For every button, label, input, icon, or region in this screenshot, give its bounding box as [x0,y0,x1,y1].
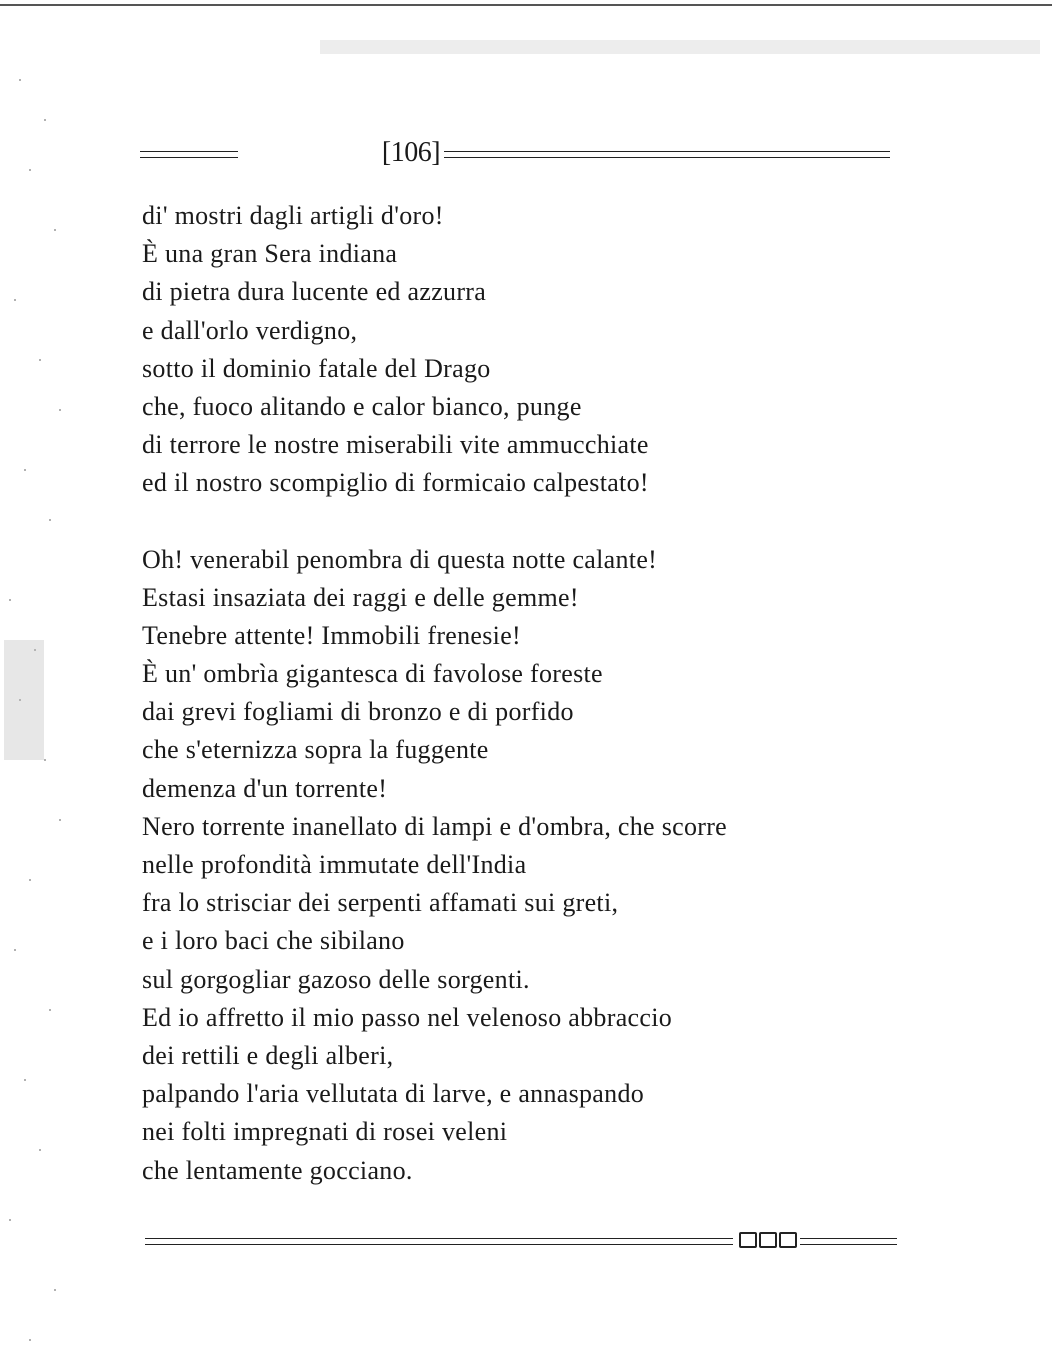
poem-line: dai grevi fogliami di bronzo e di porfido [142,697,574,727]
poem-line: e dall'orlo verdigno, [142,315,358,345]
poem-line: di pietra dura lucente ed azzurra [142,277,487,307]
poem-line: Tenebre attente! Immobili frenesie! [142,620,522,650]
top-edge-line [0,4,1052,6]
poem-line: ed il nostro scompiglio di formicaio calpestato! [142,468,649,498]
square-ornament-icon [779,1232,797,1248]
top-edge-speckle [320,30,1050,70]
poem-line: fra lo strisciar dei serpenti affamati sui greti, [142,888,619,918]
footer-rule-left [145,1238,733,1245]
left-margin-speckle [0,0,110,1370]
header-rule-left [140,151,238,158]
poem-line: e i loro baci che sibilano [142,926,405,956]
poem-line: che lentamente gocciano. [142,1155,413,1185]
poem-text [142,197,902,1190]
poem-line: Estasi insaziata dei raggi e delle gemme! [142,582,579,612]
poem-line: di' mostri dagli artigli d'oro! [142,201,444,230]
poem-line: di terrore le nostre miserabili vite ammucchiate [142,430,649,460]
page-header [140,135,890,171]
poem-line: sotto il dominio fatale del Drago [142,353,491,383]
footer-rule-right [800,1238,897,1245]
poem-line: demenza d'un torrente! [142,773,388,803]
poem-line: Ed io affretto il mio passo nel velenoso abbraccio [142,1002,673,1032]
poem-line: Oh! venerabil penombra di questa notte calante! [142,544,658,574]
poem-line: nei folti impregnati di rosei veleni [142,1117,508,1147]
poem-line: palpando l'aria vellutata di larve, e annaspando [142,1079,645,1109]
poem-line: nelle profondità immutate dell'India [142,850,527,879]
poem-line: sul gorgogliar gazoso delle sorgenti. [142,964,530,994]
square-ornament-icon [739,1232,757,1248]
page-number: [106] [381,137,441,168]
poem-line: che, fuoco alitando e calor bianco, punge [142,391,582,421]
header-rule-right [444,151,890,158]
square-ornament-icon [759,1232,777,1248]
poem-line: dei rettili e degli alberi, [142,1040,394,1070]
poem-line: È una gran Sera indiana [142,239,398,269]
poem-line: Nero torrente inanellato di lampi e d'ombra, che scorre [142,811,728,841]
page-footer [145,1228,897,1258]
poem-line: che s'eternizza sopra la fuggente [142,735,489,765]
poem-line: È un' ombrìa gigantesca di favolose foreste [142,659,603,689]
stanza-break [142,503,902,541]
